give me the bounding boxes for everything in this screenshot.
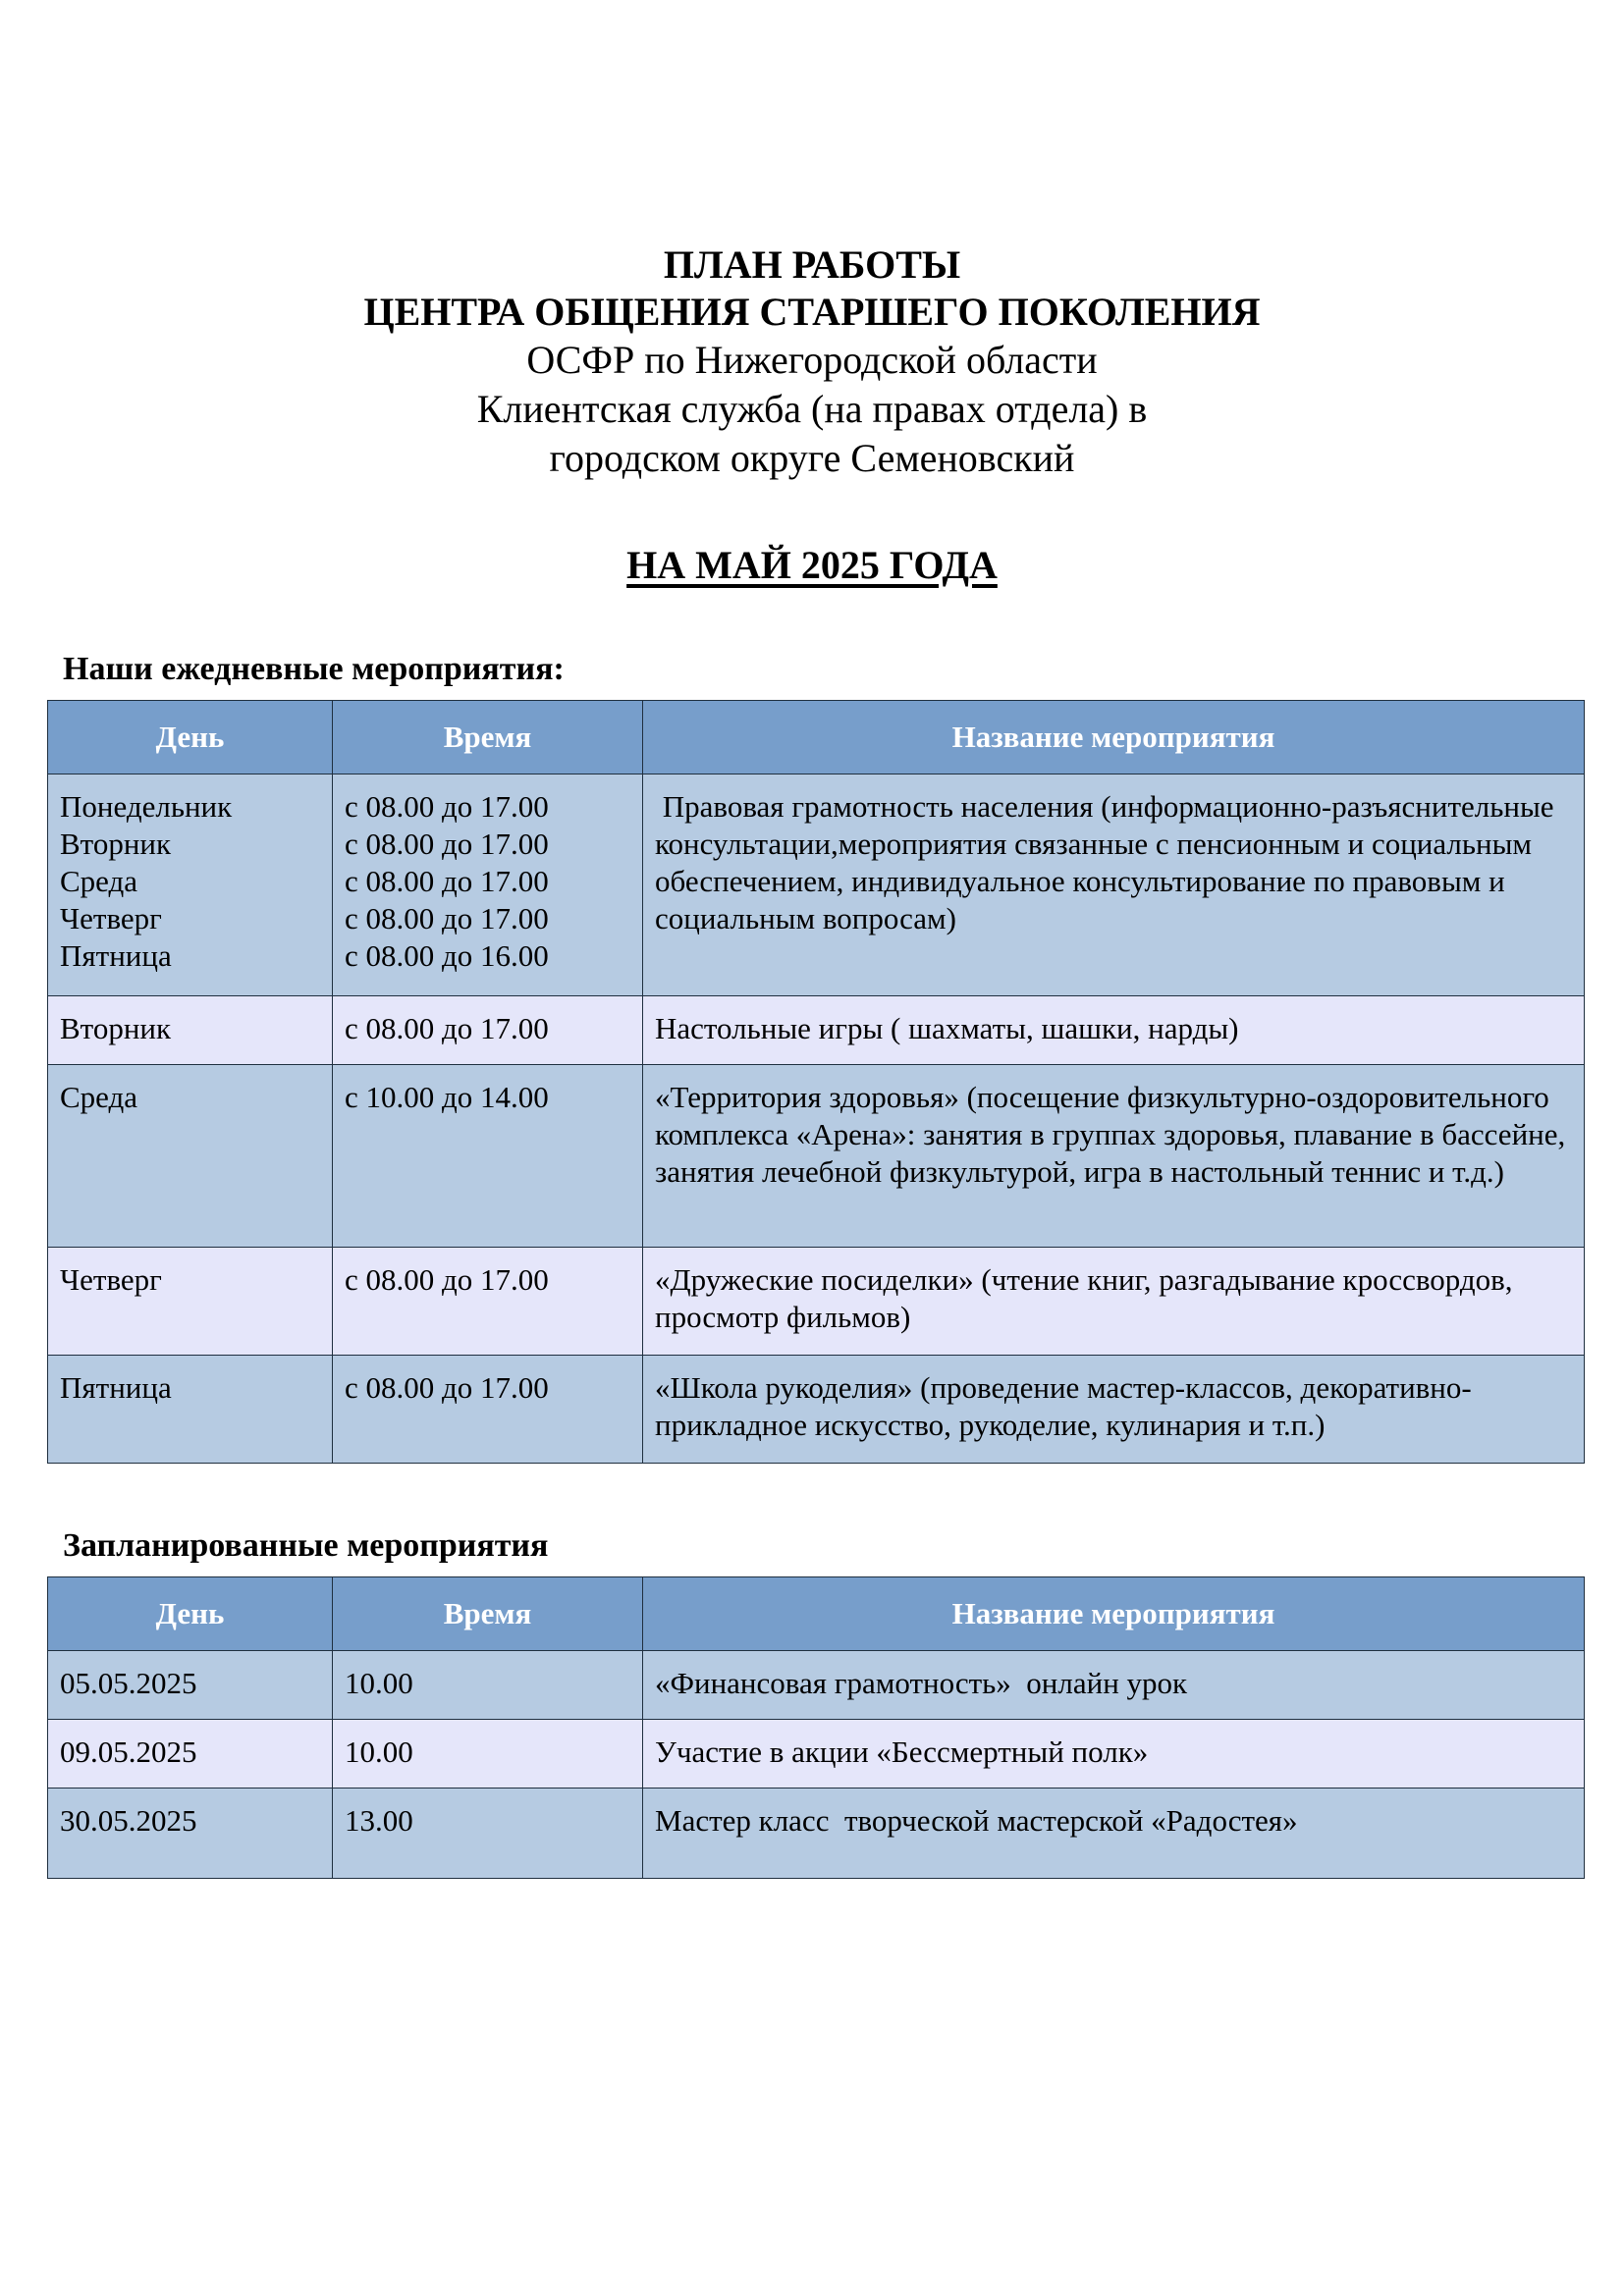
plan-title: ПЛАН РАБОТЫ xyxy=(663,242,961,287)
table-header-row xyxy=(48,1577,1585,1651)
day-text: Пятница xyxy=(60,938,172,973)
table-row xyxy=(48,996,1585,1065)
event-cell: «Школа рукоделия» (проведение мастер-классов, декоративно-прикладное искусство, рукоделие, кулинария и т.п.) xyxy=(643,1356,1585,1464)
date-cell: 30.05.2025 xyxy=(48,1789,333,1879)
daily-section-title: Наши ежедневные мероприятия: xyxy=(63,651,565,687)
day-cell: Четверг xyxy=(48,1248,333,1356)
daily-events-table xyxy=(47,700,1585,1464)
time-cell: 10.00 xyxy=(333,1720,643,1789)
time-text: с 08.00 до 17.00 xyxy=(345,901,549,935)
day-text: Понедельник xyxy=(60,789,233,824)
time-text: с 08.00 до 17.00 xyxy=(345,789,549,824)
table-row xyxy=(48,1720,1585,1789)
planned-section-title: Запланированные мероприятия xyxy=(63,1527,549,1564)
day-cell: Пятница xyxy=(48,1356,333,1464)
planned-events-table xyxy=(47,1576,1585,1879)
day-cell xyxy=(48,774,333,996)
column-header-day: День xyxy=(48,1577,333,1651)
event-cell: «Финансовая грамотность» онлайн урок xyxy=(643,1651,1585,1720)
table-row xyxy=(48,774,1585,996)
event-cell: «Дружеские посиделки» (чтение книг, разгадывание кроссвордов, просмотр фильмов) xyxy=(643,1248,1585,1356)
time-cell: 13.00 xyxy=(333,1789,643,1879)
time-cell xyxy=(333,774,643,996)
service-name: Клиентская служба (на правах отдела) в xyxy=(476,387,1148,431)
column-header-time: Время xyxy=(333,701,643,774)
document-header xyxy=(0,241,1624,483)
event-cell: «Территория здоровья» (посещение физкультурно-оздоровительного комплекса «Арена»: занятия в группах здоровья, плавание в бассейне, занятия лечебной физкультурой, игра в настольный теннис и т.д.) xyxy=(643,1065,1585,1248)
table-row xyxy=(48,1356,1585,1464)
event-cell: Правовая грамотность населения (информационно-разъяснительные консультации,мероприятия связанные с пенсионным и социальным обеспечением, индивидуальное консультирование по правовым и социальным вопросам) xyxy=(643,774,1585,996)
column-header-day: День xyxy=(48,701,333,774)
day-text: Четверг xyxy=(60,901,162,935)
column-header-time: Время xyxy=(333,1577,643,1651)
column-header-event: Название мероприятия xyxy=(643,701,1585,774)
event-cell: Участие в акции «Бессмертный полк» xyxy=(643,1720,1585,1789)
time-text: с 08.00 до 17.00 xyxy=(345,827,549,861)
event-cell: Мастер класс творческой мастерской «Радостея» xyxy=(643,1789,1585,1879)
district-name: городском округе Семеновский xyxy=(549,436,1075,480)
time-cell: с 08.00 до 17.00 xyxy=(333,1248,643,1356)
time-text: с 08.00 до 17.00 xyxy=(345,864,549,898)
time-cell: 10.00 xyxy=(333,1651,643,1720)
table-row xyxy=(48,1248,1585,1356)
day-cell: Среда xyxy=(48,1065,333,1248)
day-text: Среда xyxy=(60,864,138,898)
date-cell: 09.05.2025 xyxy=(48,1720,333,1789)
plan-period-text: НА МАЙ 2025 ГОДА xyxy=(626,543,998,587)
table-row xyxy=(48,1789,1585,1879)
table-header-row xyxy=(48,701,1585,774)
table-row xyxy=(48,1065,1585,1248)
time-text: с 08.00 до 16.00 xyxy=(345,938,549,973)
date-cell: 05.05.2025 xyxy=(48,1651,333,1720)
column-header-event: Название мероприятия xyxy=(643,1577,1585,1651)
day-cell: Вторник xyxy=(48,996,333,1065)
organization-name: ОСФР по Нижегородской области xyxy=(526,338,1098,382)
time-cell: с 08.00 до 17.00 xyxy=(333,996,643,1065)
table-row xyxy=(48,1651,1585,1720)
day-text: Вторник xyxy=(60,827,172,861)
plan-period xyxy=(0,542,1624,589)
time-cell: с 08.00 до 17.00 xyxy=(333,1356,643,1464)
time-cell: с 10.00 до 14.00 xyxy=(333,1065,643,1248)
center-name: ЦЕНТРА ОБЩЕНИЯ СТАРШЕГО ПОКОЛЕНИЯ xyxy=(363,290,1261,334)
event-cell: Настольные игры ( шахматы, шашки, нарды) xyxy=(643,996,1585,1065)
